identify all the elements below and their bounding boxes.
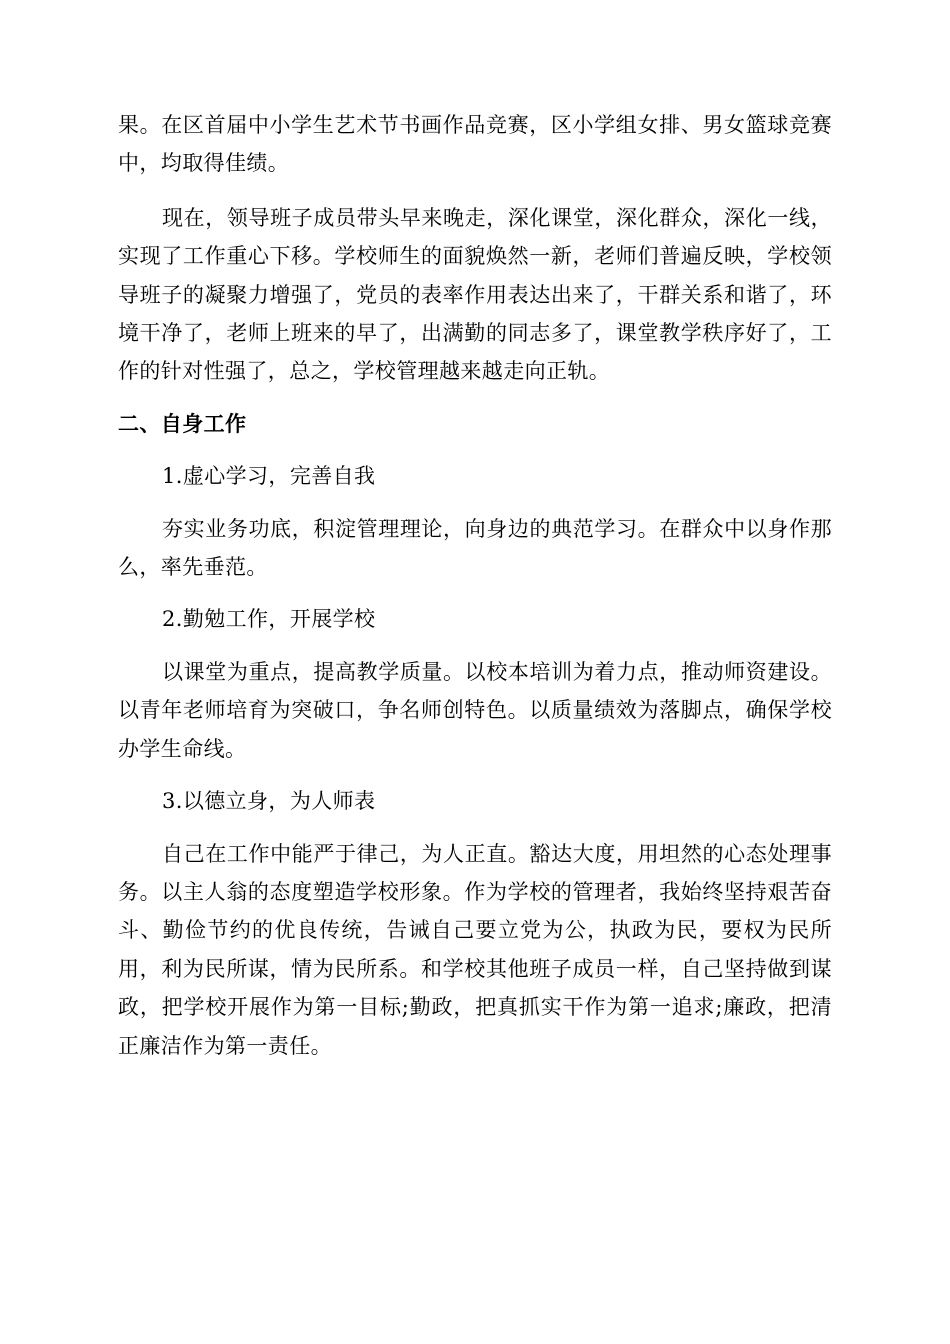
section-heading: 二、自身工作 (118, 411, 247, 436)
document-body (118, 106, 832, 1065)
subsection-title-1: 1.虚心学习，完善自我 (162, 464, 376, 489)
subsection-body-2: 以课堂为重点，提高教学质量。以校本培训为着力点，推动师资建设。以青年老师培育为突破口，争名师创特色。以质量绩效为落脚点，确保学校办学生命线。 (118, 659, 832, 761)
subsection-body-1: 夯实业务功底，积淀管理理论，向身边的典范学习。在群众中以身作那么，率先垂范。 (118, 516, 832, 580)
subsection-body-3: 自己在工作中能严于律己，为人正直。豁达大度，用坦然的心态处理事务。以主人翁的态度塑造学校形象。作为学校的管理者，我始终坚持艰苦奋斗、勤俭节约的优良传统，告诫自己要立党为公，执政为民，要权为民所用，利为民所谋，情为民所系。和学校其他班子成员一样，自己坚持做到谋政，把学校开展作为第一目标;勤政，把真抓实干作为第一追求;廉政，把清正廉洁作为第一责任。 (118, 841, 832, 1058)
subsection-title-2: 2.勤勉工作，开展学校 (162, 607, 376, 632)
paragraph-continuation: 果。在区首届中小学生艺术节书画作品竞赛，区小学组女排、男女篮球竞赛中，均取得佳绩。 (118, 113, 832, 176)
subsection-title-3: 3.以德立身，为人师表 (162, 789, 376, 814)
paragraph-leadership: 现在，领导班子成员带头早来晚走，深化课堂，深化群众，深化一线，实现了工作重心下移。学校师生的面貌焕然一新，老师们普遍反映，学校领导班子的凝聚力增强了，党员的表率作用表达出来了，干群关系和谐了，环境干净了，老师上班来的早了，出满勤的同志多了，课堂教学秩序好了，工作的针对性强了，总之，学校管理越来越走向正轨。 (118, 205, 832, 384)
